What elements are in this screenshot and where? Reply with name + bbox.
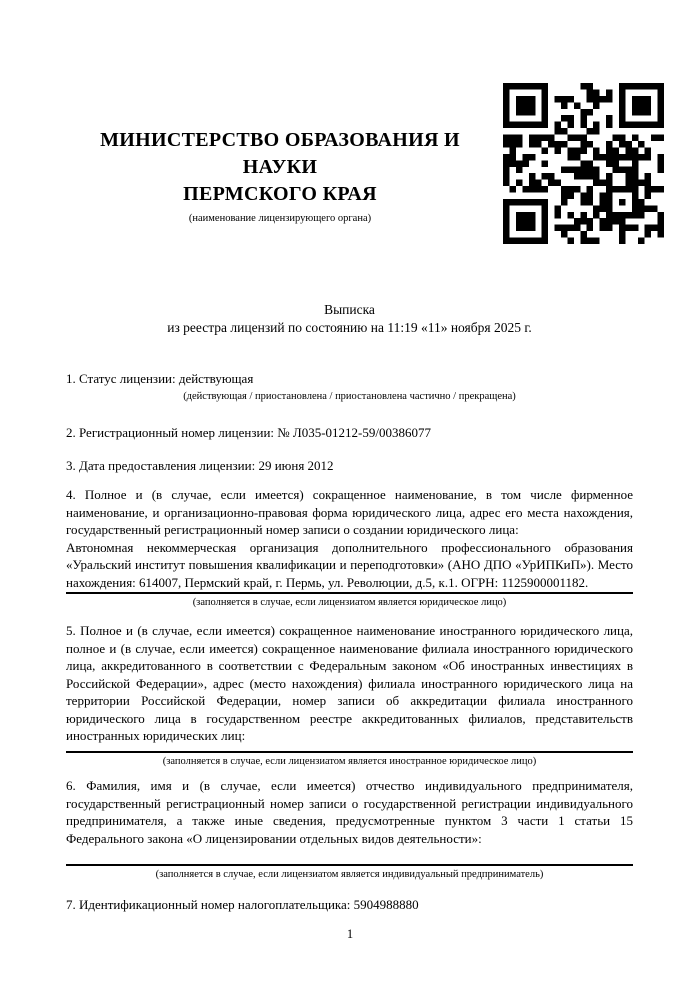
section-inn [66,896,633,914]
license-status-caption: (действующая / приостановлена / приостановлена частично / прекращена) [183,390,516,402]
license-status-text: 1. Статус лицензии: действующая [66,371,254,386]
fill-line [66,592,633,594]
section-registration-number [66,424,633,442]
section-grant-date [66,457,633,475]
section-foreign-entity [66,622,633,768]
section-license-status [66,370,633,403]
document-title-line1: Выписка [324,302,375,317]
foreign-entity-intro: 5. Полное и (в случае, если имеется) сокращенное наименование иностранного юридического лица, полное и (в случае, если имеется) сокращенное наименование филиала иностранного юридического лица, аккредитованного в соответствии с Федеральным законом «Об иностранных инвестициях в Российской Федерации», адрес (место нахождения) филиала иностранного юридического лица на территории Российской Федерации, номер записи об аккредитации филиала иностранного юридического лица в государственном реестре аккредитованных филиалов, представительств иностранных юридических лиц: [66,623,633,743]
registration-number-text: 2. Регистрационный номер лицензии: № Л035-01212-59/00386077 [66,425,432,440]
fill-line [66,864,633,866]
ministry-caption: (наименование лицензирующего органа) [188,213,372,224]
legal-entity-value: Автономная некоммерческая организация дополнительного профессионального образования «Уральский институт повышения квалификации и переподготовки» (АНО ДПО «УрИПКиП»). Место нахождения: 614007, Пермский край, г. Пермь, ул. Революции, д.5, к.1. ОГРН: 1125900001182. [66,539,633,590]
ministry-name-line1: МИНИСТЕРСТВО ОБРАЗОВАНИЯ И НАУКИ [100,129,460,178]
document-title [66,301,633,337]
foreign-entity-caption: (заполняется в случае, если лицензиатом является иностранное юридическое лицо) [162,755,537,767]
legal-entity-intro: 4. Полное и (в случае, если имеется) сокращенное наименование, в том числе фирменное наименование, и организационно-правовая форма юридического лица, адрес его места нахождения, государственный регистрационный номер записи о создании юридического лица: [66,487,633,537]
legal-entity-caption: (заполняется в случае, если лицензиатом является юридическое лицо) [192,597,507,608]
qr-code [503,83,664,244]
page-number: 1 [346,927,354,941]
ministry-name-line2: ПЕРМСКОГО КРАЯ [183,183,377,205]
ministry-header [63,127,497,225]
grant-date-text: 3. Дата предоставления лицензии: 29 июня 2012 [66,458,334,473]
document-title-line2: из реестра лицензий по состоянию на 11:19 «11» ноября 2025 г. [167,320,532,335]
inn-text: 7. Идентификационный номер налогоплательщика: 5904988880 [66,897,419,912]
section-legal-entity [66,486,633,609]
section-entrepreneur [66,777,633,881]
fill-line [66,751,633,753]
entrepreneur-intro: 6. Фамилия, имя и (в случае, если имеется) отчество индивидуального предпринимателя, государственный регистрационный номер записи о государственной регистрации индивидуального предпринимателя, а также иные сведения, предусмотренные пунктом 3 части 1 статьи 15 Федерального закона «О лицензировании отдельных видов деятельности»: [66,778,633,846]
entrepreneur-caption: (заполняется в случае, если лицензиатом является индивидуальный предприниматель) [155,869,544,880]
